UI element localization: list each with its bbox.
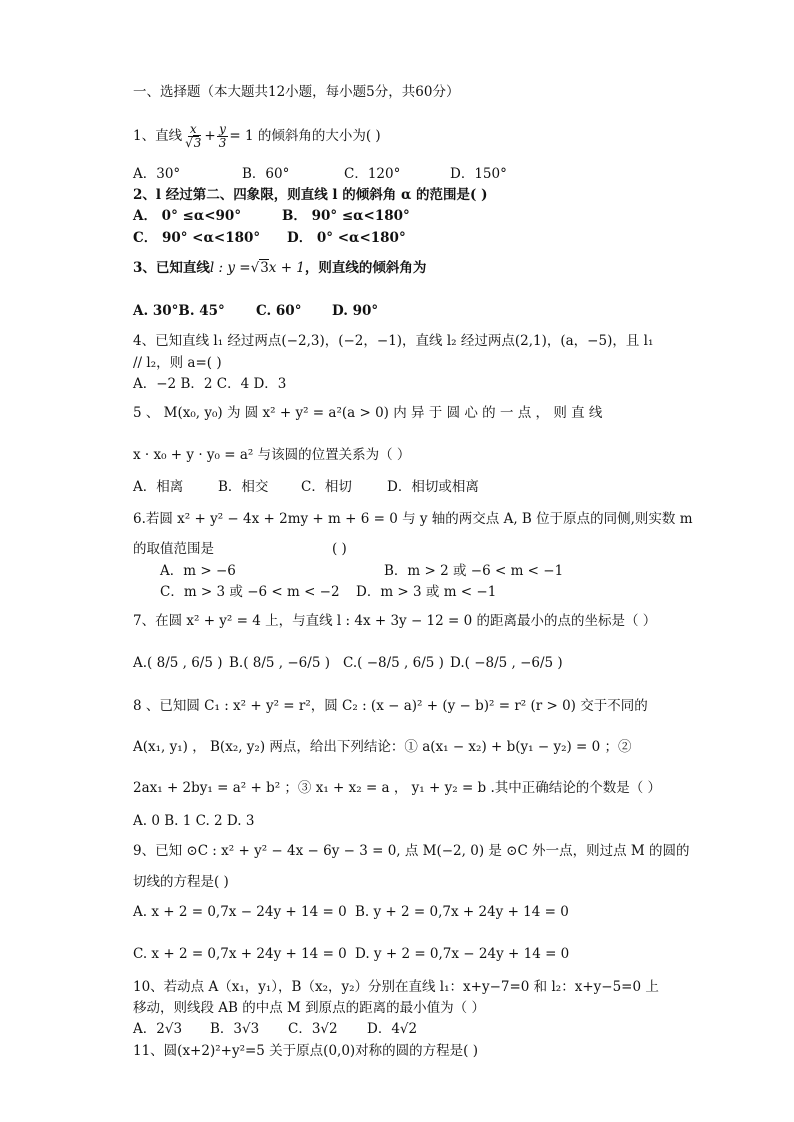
q1-fraction-y: $\frac{y}{3}$: [218, 121, 227, 150]
q5-option-a: A．相离: [133, 479, 184, 495]
q5-option-c: C．相切: [301, 479, 352, 495]
q3-option-ab: A. 30°B. 45°: [133, 303, 225, 319]
q2-option-d: D． 0° <α<180°: [287, 230, 406, 246]
q10-option-a: A．2√3: [133, 1021, 183, 1037]
q7-option-a: A.( 8/5 , 6/5 ): [133, 655, 223, 671]
question-10-line2: 移动，则线段 AB 的中点 M 到原点的距离的最小值为（ ）: [133, 1000, 485, 1016]
question-4-line1: 4、已知直线 l₁ 经过两点(−2,3)，(−2，−1)，直线 l₂ 经过两点(2,1)，(a，−5)，且 l₁: [133, 333, 654, 349]
q6-option-a: A．m > −6: [160, 563, 236, 579]
question-9-line1: 9、已知 ⊙C : x² + y² − 4x − 6y − 3 = 0, 点 M(−2, 0) 是 ⊙C 外一点，则过点 M 的圆的: [133, 843, 690, 859]
q9-option-c: C. x + 2 = 0,7x + 24y + 14 = 0: [133, 946, 347, 962]
question-7-stem: 7、在圆 x² + y² = 4 上，与直线 l : 4x + 3y − 12 = 0 的距离最小的点的坐标是（ ）: [133, 613, 657, 629]
question-5-line1: 5 、 M(x₀, y₀) 为 圆 x² + y² = a²(a > 0) 内 异 于 圆 心 的 一 点 ， 则 直 线: [133, 405, 603, 421]
question-11-stem: 11、圆(x+2)²+y²=5 关于原点(0,0)对称的圆的方程是( ): [133, 1043, 479, 1059]
q7-option-c: C.( −8/5 , 6/5 ): [343, 655, 444, 671]
q1-option-d: D．150°: [450, 166, 507, 182]
q6-option-d: D．m > 3 或 m < −1: [356, 584, 497, 600]
q9-option-b: B. y + 2 = 0,7x + 24y + 14 = 0: [355, 904, 569, 920]
q6-answer-paren: ( ): [332, 541, 347, 557]
q1-option-b: B．60°: [242, 166, 290, 182]
q8-options: A. 0 B. 1 C. 2 D. 3: [133, 813, 255, 829]
q5-option-b: B．相交: [218, 479, 269, 495]
question-6-line1: 6.若圆 x² + y² − 4x + 2my + m + 6 = 0 与 y 轴的两交点 A, B 位于原点的同侧,则实数 m: [133, 511, 693, 527]
question-6-line2: 的取值范围是: [133, 541, 214, 557]
q10-option-b: B．3√3: [210, 1021, 260, 1037]
q7-option-d: D.( −8/5 , −6/5 ): [450, 655, 563, 671]
q1-prefix: 1、直线: [133, 128, 183, 144]
question-8-line1: 8 、已知圆 C₁ : x² + y² = r²，圆 C₂ : (x − a)² + (y − b)² = r² (r > 0) 交于不同的: [133, 698, 648, 714]
q10-option-c: C．3√2: [288, 1021, 338, 1037]
question-4-line2: // l₂，则 a=( ): [133, 355, 222, 371]
q2-option-a: A． 0° ≤α<90°: [133, 208, 242, 224]
q2-option-c: C． 90° <α<180°: [133, 230, 261, 246]
q10-option-d: D．4√2: [367, 1021, 418, 1037]
q6-option-b: B．m > 2 或 −6 < m < −1: [384, 563, 564, 579]
q1-suffix: = 1 的倾斜角的大小为( ): [229, 128, 381, 144]
q5-option-d: D．相切或相离: [387, 479, 479, 495]
q7-option-b: B.( 8/5 , −6/5 ): [229, 655, 330, 671]
question-5-line2: x · x₀ + y · y₀ = a² 与该圆的位置关系为（ ）: [133, 447, 411, 463]
q9-option-a: A. x + 2 = 0,7x − 24y + 14 = 0: [133, 904, 347, 920]
q3-option-d: D. 90°: [332, 303, 379, 319]
question-2-stem: 2、l 经过第二、四象限，则直线 l 的倾斜角 α 的范围是( ): [133, 187, 488, 203]
question-8-line3: 2ax₁ + 2by₁ = a² + b² ；③ x₁ + x₂ = a ， y₁ + y₂ = b .其中正确结论的个数是（ ）: [133, 780, 662, 796]
q1-fraction-x: $\frac{x}{√3}$: [185, 121, 202, 150]
question-1-stem: 1、直线 $\frac{x}{√3}$ + $\frac{y}{3}$ = 1 的倾斜角的大小为( ): [133, 121, 381, 150]
question-8-line2: A(x₁, y₁) ， B(x₂, y₂) 两点，给出下列结论：① a(x₁ − x₂) + b(y₁ − y₂) = 0 ；②: [133, 739, 632, 755]
q3-option-c: C. 60°: [256, 303, 302, 319]
q9-option-d: D. y + 2 = 0,7x − 24y + 14 = 0: [355, 946, 570, 962]
question-3-stem: 3、已知直线 l : y = √3 x + 1 ，则直线的倾斜角为: [133, 260, 427, 276]
question-9-line2: 切线的方程是( ): [133, 874, 229, 890]
q2-option-b: B． 90° ≤α<180°: [282, 208, 410, 224]
q1-option-c: C．120°: [344, 166, 401, 182]
q1-option-a: A．30°: [133, 166, 181, 182]
question-10-line1: 10、若动点 A（x₁，y₁），B（x₂，y₂）分别在直线 l₁：x+y−7=0 和 l₂：x+y−5=0 上: [133, 979, 659, 995]
q4-options: A．−2 B．2 C．4 D．3: [133, 376, 287, 392]
section-title: 一、选择题（本大题共12小题，每小题5分，共60分）: [133, 84, 460, 100]
q6-option-c: C．m > 3 或 −6 < m < −2: [160, 584, 340, 600]
